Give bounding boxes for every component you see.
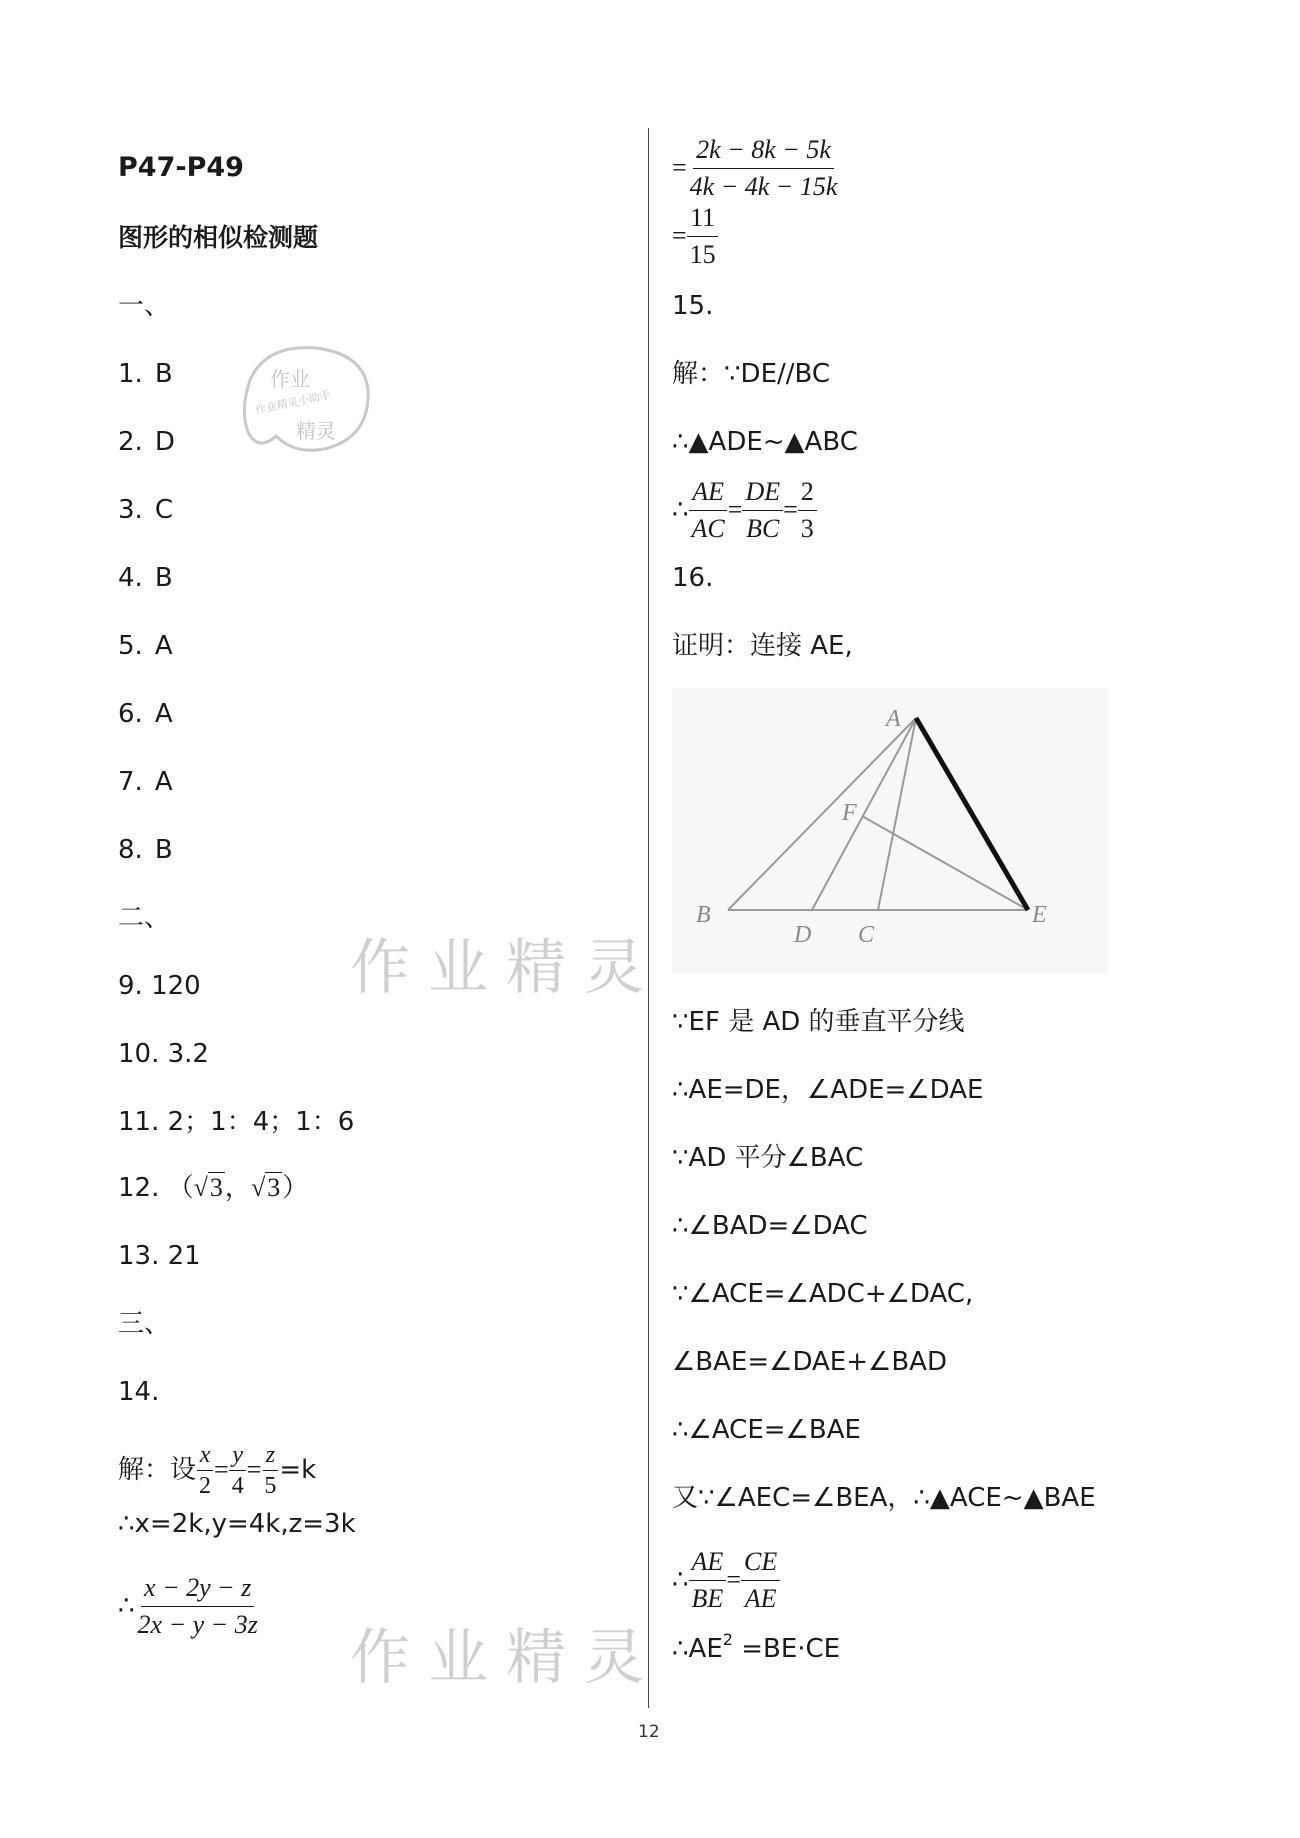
choice-answer-row: [118, 630, 173, 662]
choice-number: 4.: [118, 563, 143, 593]
frac-den: 3: [800, 513, 814, 543]
answer-q11: 11. 2；1：4；1：6: [118, 1107, 355, 1137]
fraction-y-4: [229, 1442, 247, 1499]
q14-prefix: 解：设: [118, 1455, 197, 1485]
frac-den: 5: [264, 1472, 277, 1499]
label-a: A: [886, 706, 901, 732]
frac-den: BE: [691, 1583, 724, 1613]
frac-den: 4k − 4k − 15k: [689, 171, 838, 201]
therefore-symbol: ∴: [672, 495, 689, 525]
choice-number: 5.: [118, 631, 143, 661]
q14-setup: [118, 1440, 316, 1500]
frac-num: 2: [798, 476, 817, 511]
line-ac: [878, 718, 916, 910]
page-number: 12: [638, 1722, 660, 1742]
watermark-stamp: [236, 340, 376, 460]
watermark-bottom: 作业精灵: [350, 1623, 662, 1693]
q14-substitution: ∴x=2k,y=4k,z=3k: [118, 1509, 356, 1539]
frac-den: BC: [746, 513, 780, 543]
equals-k: =k: [279, 1455, 317, 1485]
sqrt-expression: √3: [250, 1173, 281, 1202]
proof-step: ∵∠ACE=∠ADC+∠DAC,: [672, 1279, 974, 1309]
frac-num: AE: [689, 476, 727, 511]
line-ae: [916, 718, 1028, 910]
sqrt-expression: √3: [193, 1173, 223, 1202]
proof-step: 又∵∠AEC=∠BEA，∴▲ACE~▲BAE: [672, 1483, 1096, 1513]
therefore-symbol: ∴: [672, 1565, 689, 1595]
choice-number: 8.: [118, 835, 143, 865]
choice-answer-row: [118, 494, 173, 526]
equals: =: [214, 1455, 229, 1484]
proof-step: ∴∠BAD=∠DAC: [672, 1211, 868, 1241]
choice-number: 3.: [118, 495, 143, 525]
answer-q12: [118, 1172, 308, 1204]
equals: =: [672, 221, 687, 250]
therefore-symbol: ∴: [118, 1591, 135, 1621]
proof-step: ∵AD 平分∠BAC: [672, 1143, 864, 1173]
q16-conclusion: [672, 1624, 840, 1665]
choice-answer-row: [118, 766, 173, 798]
equals: =: [672, 153, 687, 182]
choice-answer-row: [118, 562, 173, 594]
frac-den: AC: [691, 513, 725, 543]
stamp-top-text: 作业: [270, 367, 310, 391]
proof-step: ∠BAE=∠DAE+∠BAD: [672, 1347, 947, 1377]
frac-den: AE: [744, 1583, 777, 1613]
label-d: D: [794, 922, 812, 948]
frac-num: x − 2y − z: [141, 1572, 254, 1607]
conclusion-pre: ∴AE: [672, 1634, 723, 1664]
proof-step: ∴∠ACE=∠BAE: [672, 1415, 861, 1445]
q16-number: 16.: [672, 563, 714, 593]
choice-letter: A: [154, 699, 173, 729]
result-fraction: [687, 202, 719, 271]
label-c: C: [858, 922, 875, 948]
choice-number: 1.: [118, 359, 143, 389]
section-one: 一、: [118, 291, 171, 321]
fraction-ae-ac: [689, 476, 728, 545]
q12-comma: ，: [224, 1173, 251, 1203]
frac-den: 2: [199, 1472, 212, 1499]
section-three: 三、: [118, 1309, 171, 1339]
label-e: E: [1032, 902, 1047, 928]
proof-step: ∴AE=DE，∠ADE=∠DAE: [672, 1075, 984, 1105]
choice-letter: C: [154, 495, 173, 525]
exponent-2: 2: [722, 1630, 733, 1649]
conclusion-post: =BE·CE: [732, 1634, 841, 1664]
equals: =: [783, 495, 798, 524]
q12-num: 12.: [118, 1173, 160, 1203]
triangle-figure: [672, 688, 1108, 974]
choice-answer-row: [118, 698, 173, 730]
q16-ratio: [672, 1548, 780, 1612]
choice-letter: B: [154, 835, 173, 865]
q14-result: [672, 204, 719, 268]
expression-fraction: [135, 1572, 261, 1641]
page-range: P47-P49: [118, 152, 244, 183]
frac-num: CE: [741, 1546, 780, 1581]
answer-q10: 10. 3.2: [118, 1039, 209, 1069]
watermark-middle: 作业精灵: [350, 933, 662, 1003]
frac-num: z: [263, 1442, 278, 1471]
choice-letter: D: [154, 427, 175, 457]
frac-num: x: [197, 1442, 214, 1471]
q14-step: [672, 136, 840, 200]
choice-number: 7.: [118, 767, 143, 797]
stamp-bottom-text: 精灵: [296, 419, 336, 443]
frac-num: AE: [689, 1546, 727, 1581]
fraction-x-2: [196, 1442, 214, 1499]
equals: =: [727, 495, 743, 524]
frac-num: 2k − 8k − 5k: [693, 134, 834, 169]
frac-num: DE: [742, 476, 783, 511]
q16-intro: 证明：连接 AE,: [672, 631, 853, 661]
label-f: F: [842, 800, 857, 826]
q14-number: 14.: [118, 1377, 160, 1407]
frac-num: y: [229, 1442, 246, 1471]
choice-letter: A: [154, 767, 173, 797]
choice-letter: A: [154, 631, 173, 661]
q15-line1: 解：∵DE//BC: [672, 359, 831, 389]
choice-number: 2.: [118, 427, 143, 457]
step-fraction: [687, 134, 841, 203]
frac-den: 2x − y − 3z: [137, 1609, 258, 1639]
frac-num: 11: [687, 202, 718, 237]
q15-number: 15.: [672, 291, 714, 321]
equals: =: [726, 1565, 741, 1594]
choice-answer-row: [118, 426, 175, 458]
equals: =: [246, 1455, 262, 1484]
fraction-ae-be: [689, 1546, 727, 1615]
page-title: 图形的相似检测题: [118, 223, 319, 252]
fraction-de-bc: [742, 476, 783, 545]
q15-ratio: [672, 478, 817, 542]
answer-q13: 13. 21: [118, 1241, 201, 1271]
frac-den: 15: [689, 239, 716, 269]
section-two: 二、: [118, 903, 171, 933]
label-b: B: [696, 902, 711, 928]
choice-answer-row: [118, 358, 173, 390]
fraction-z-5: [261, 1442, 279, 1499]
q15-line2: ∴▲ADE~▲ABC: [672, 427, 858, 457]
radicand: 3: [267, 1173, 281, 1202]
frac-den: 4: [231, 1472, 244, 1499]
line-ba: [728, 718, 916, 910]
answer-q9: 9. 120: [118, 971, 201, 1001]
line-ad: [812, 718, 916, 910]
choice-number: 6.: [118, 699, 143, 729]
stamp-mid-text: 作业精灵小助手: [253, 388, 332, 417]
q14-expression: [118, 1574, 261, 1638]
triangle-diagram: [672, 688, 1108, 974]
choice-answer-row: [118, 834, 173, 866]
proof-step: ∵EF 是 AD 的垂直平分线: [672, 1007, 965, 1037]
choice-letter: B: [154, 359, 173, 389]
fraction-ce-ae: [741, 1546, 780, 1615]
radicand: 3: [209, 1173, 223, 1202]
choice-letter: B: [154, 563, 173, 593]
column-divider: [648, 128, 649, 1708]
fraction-2-3: [798, 476, 817, 545]
q12-open: （: [167, 1173, 194, 1203]
q12-close: ）: [282, 1173, 309, 1203]
